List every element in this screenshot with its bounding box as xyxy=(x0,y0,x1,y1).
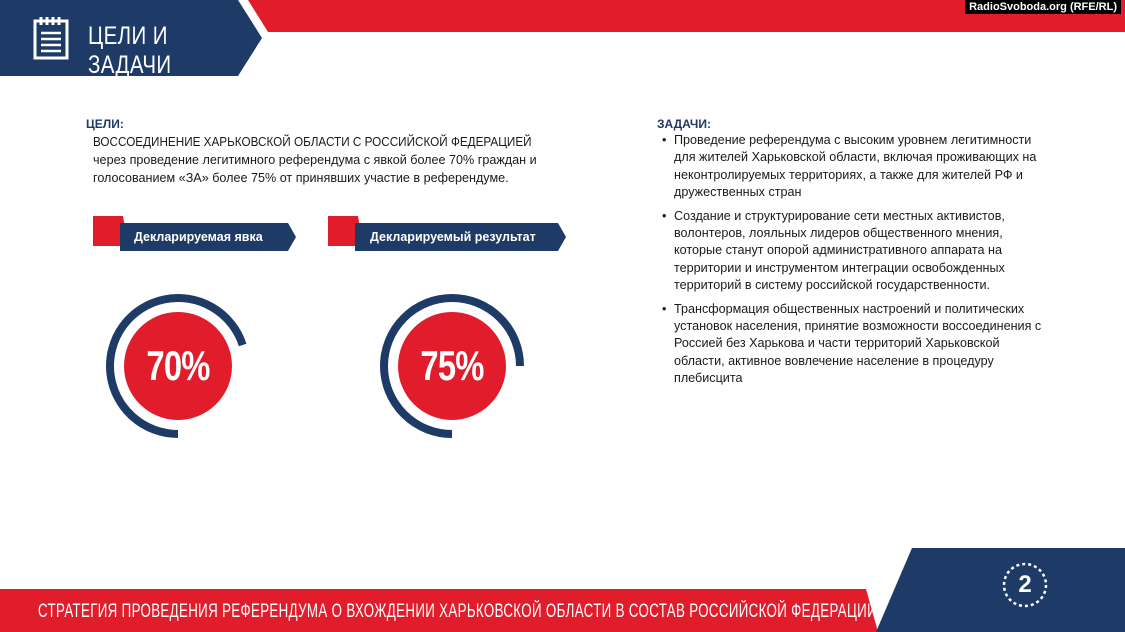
tasks-label: ЗАДАЧИ: xyxy=(657,117,711,131)
goals-label: ЦЕЛИ: xyxy=(86,117,124,131)
header-bar xyxy=(0,0,262,79)
page-number: 2 xyxy=(1018,571,1032,598)
goals-title: ВОССОЕДИНЕНИЕ ХАРЬКОВСКОЙ ОБЛАСТИ С РОССИЙСКОЙ ФЕДЕРАЦИЕЙ xyxy=(93,135,532,149)
source-watermark: RadioSvoboda.org (RFE/RL) xyxy=(965,0,1121,14)
task-item: • Проведение референдума с высоким уровнем легитимности для жителей Харьковской области, включая проживающих на неконтролируемых территориях, а также для жителей РФ и дружественных стран xyxy=(662,132,1042,202)
metric-circle-turnout xyxy=(104,292,252,440)
task-item: • Создание и структурирование сети местных активистов, волонтеров, лояльных лидеров общественного мнения, которые станут опорой административного аппарата на территории и инструментом интеграции освобожденных территорий в систему российской государственности. xyxy=(662,208,1042,295)
tasks-list xyxy=(662,132,1042,394)
page-title: ЦЕЛИ И ЗАДАЧИ xyxy=(88,22,172,79)
footer-title: СТРАТЕГИЯ ПРОВЕДЕНИЯ РЕФЕРЕНДУМА О ВХОЖДЕНИИ ХАРЬКОВСКОЙ ОБЛАСТИ В СОСТАВ РОССИЙСКОЙ ФЕДЕРАЦИИ xyxy=(38,601,878,622)
metric-label-result: Декларируемый результат xyxy=(370,230,536,244)
metric-circle-result xyxy=(378,292,526,440)
metric-value-result: 75% xyxy=(420,342,484,389)
task-item: • Трансформация общественных настроений и политических установок населения, принятие возможности воссоединения с Россией без Харькова и части территорий Харьковской области, активное вовлечение население в процедуру плебисцита xyxy=(662,301,1042,388)
notepad-icon xyxy=(33,16,69,60)
goals-text-block xyxy=(93,133,563,187)
metric-label-turnout: Декларируемая явка xyxy=(134,230,263,244)
goals-description: через проведение легитимного референдума с явкой более 70% граждан и голосованием «ЗА» более 75% от принявших участие в референдуме. xyxy=(93,153,537,185)
metric-value-turnout: 70% xyxy=(146,342,210,389)
